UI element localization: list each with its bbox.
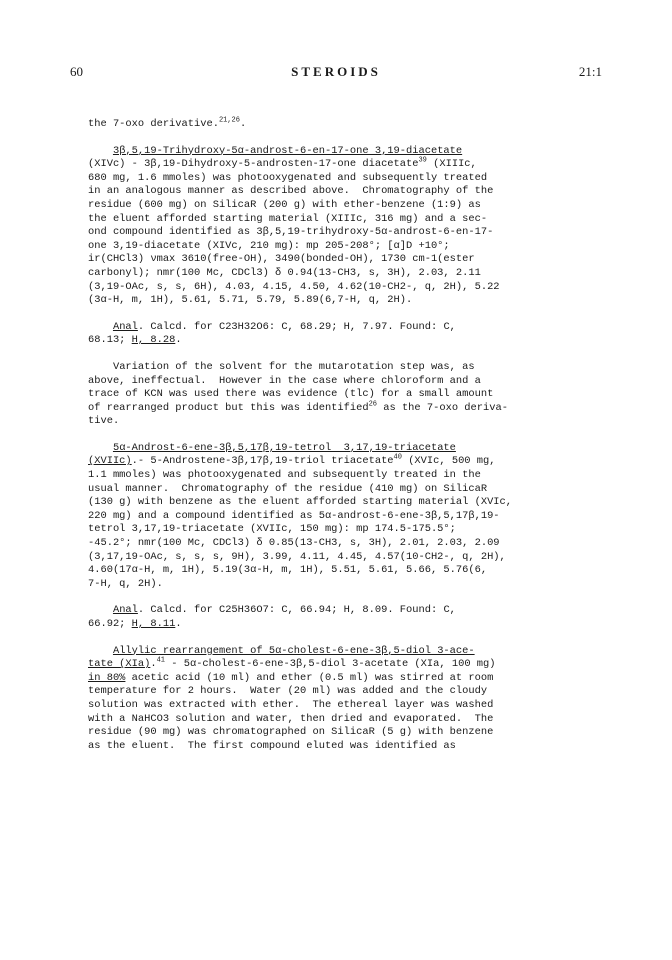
text-line: 4.60(17α-H, m, 1H), 5.19(3α-H, m, 1H), 5.51, 5.61, 5.66, 5.76(6, [88,564,488,577]
text-line: tate (XIa).$^{41}$ - 5α-cholest-6-ene-3β,5-diol 3-acetate (XIa, 100 mg) [88,656,496,671]
text-line: temperature for 2 hours. Water (20 ml) was added and the cloudy [88,685,488,698]
section-heading: Allylic rearrangement of 5α-cholest-6-ene-3β,5-diol 3-ace- [112,644,475,657]
text-line: 220 mg) and a compound identified as 5α-androst-6-ene-3β,5,17β,19- [88,509,500,522]
text-line: 7-H, q, 2H). [88,577,163,590]
text-line: in 80% acetic acid (10 ml) and ether (0.5 ml) was stirred at room [88,671,494,684]
analysis-line: 66.92; H, 8.11. [88,618,182,630]
text-line: above, ineffectual. However in the case where chloroform and a [88,374,481,387]
text-line: (XVIIc).- 5-Androstene-3β,17β,19-triol triacetate$^{40}$ (XVIc, 500 mg, [88,454,496,468]
text-line: 1.1 mmoles) was photooxygenated and subsequently treated in the [88,469,481,482]
page-number: 60 [70,64,83,79]
article-body [88,118,598,753]
text-line: the 7-oxo derivative.$^{21,26}$. [88,116,247,130]
issue-number: 21:1 [578,64,602,79]
text-line: residue (90 mg) was chromatographed on SilicaR (5 g) with benzene [88,726,494,739]
text-line: in an analogous manner as described above. Chromatography of the [88,185,494,198]
text-line: with a NaHCO3 solution and water, then dried and evaporated. The [88,712,494,725]
analysis-line: 68.13; H, 8.28. [88,334,182,347]
page-header [70,64,602,84]
text-line: as the eluent. The first compound eluted was identified as [88,739,456,752]
text-line: tive. [88,415,120,428]
section-heading: 3β,5,19-Trihydroxy-5α-androst-6-en-17-one 3,19-diacetate [112,144,463,157]
text-line: tetrol 3,17,19-triacetate (XVIIc, 150 mg): mp 174.5-175.5°; [88,523,456,536]
text-line: one 3,19-diacetate (XIVc, 210 mg): mp 205-208°; [α]D +10°; [88,239,450,252]
text-line: 680 mg, 1.6 mmoles) was photooxygenated and subsequently treated [88,171,488,184]
text-line: the eluent afforded starting material (XIIIc, 316 mg) and a sec- [88,212,488,225]
text-line: ond compound identified as 3β,5,19-trihydroxy-5α-androst-6-en-17- [88,226,494,239]
text-line: (3,17,19-OAc, s, s, s, 9H), 3.99, 4.11, 4.45, 4.57(10-CH2-, q, 2H), [88,550,506,563]
text-line: usual manner. Chromatography of the residue (410 mg) on SilicaR [88,482,488,495]
text-line: (XIVc) - 3β,19-Dihydroxy-5-androsten-17-one diacetate$^{39}$ (XIIIc, [88,156,477,171]
journal-title: STEROIDS [291,64,381,79]
analysis-line: Anal. Calcd. for C25H36O7: C, 66.94; H, 8.09. Found: C, [112,604,456,617]
text-line: ir(CHCl3) νmax 3610(free-OH), 3490(bonded-OH), 1730 cm-1(ester [88,253,475,266]
analysis-line: Anal. Calcd. for C23H32O6: C, 68.29; H, 7.97. Found: C, [112,320,456,333]
text-line: of rearranged product but this was identified$^{26}$ as the 7-oxo deriva- [88,400,508,414]
text-line: residue (600 mg) on SilicaR (200 g) with ether-benzene (1:9) as [88,198,481,211]
text-line: solution was extracted with ether. The ethereal layer was washed [88,698,494,711]
text-line: -45.2°; nmr(100 Mc, CDCl3) δ 0.85(13-CH3, s, 3H), 2.01, 2.03, 2.09 [88,537,500,550]
text-line: trace of KCN was used there was evidence (tlc) for a small amount [88,388,494,401]
section-heading: 5α-Androst-6-ene-3β,5,17β,19-tetrol 3,17,19-triacetate [112,441,456,454]
text-line: carbonyl); nmr(100 Mc, CDCl3) δ 0.94(13-CH3, s, 3H), 2.03, 2.11 [88,266,481,279]
text-line: (130 g) with benzene as the eluent afforded starting material (XVIc, [88,496,513,509]
text-line: (3α-H, m, 1H), 5.61, 5.71, 5.79, 5.89(6,7-H, q, 2H). [88,294,413,307]
text-line: (3,19-OAc, s, s, 6H), 4.03, 4.15, 4.50, 4.62(10-CH2-, q, 2H), 5.22 [88,280,500,293]
text-line: Variation of the solvent for the mutarotation step was, as [112,360,475,373]
